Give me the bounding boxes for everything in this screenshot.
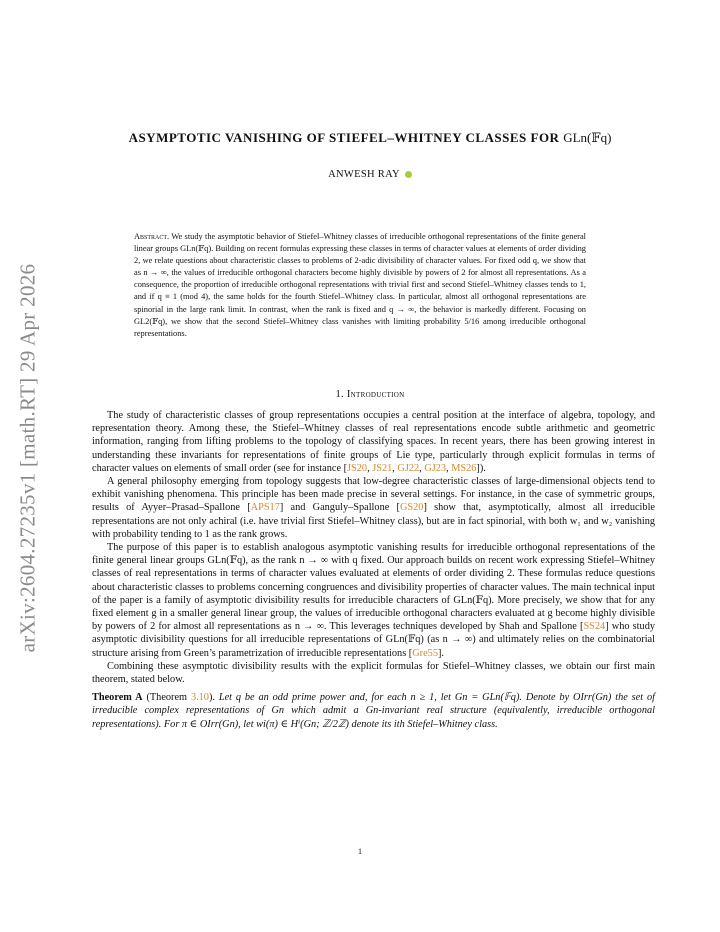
author-name: ANWESH RAY [328,169,400,180]
section-heading: 1. Introduction [335,389,405,400]
arxiv-identifier: arXiv:2604.27235v1 [math.RT] 29 Apr 2026 [15,263,40,653]
orcid-icon[interactable] [405,171,412,178]
paragraph-text: The purpose of this paper is to establish analogous asymptotic vanishing results for irreducible orthogonal representations of the finite general linear groups GLn(𝔽q), as the rank n → ∞ with q fixed. Our approach builds on recent work expressing Stiefel–Whitney classes of real representations in terms of character values evaluated at elements of order dividing 2. These formulas reduce questions about characteristic classes to problems concerning congruences and divisibility properties of character values. The main technical input of the paper is a family of asymptotic divisibility results for irreducible characters of GLn(𝔽q). More precisely, we show that for any fixed element g in a smaller general linear group, the values of irreducible orthogonal characters evaluated at g become highly divisible by powers of 2 for almost all representations as n → ∞. This leverages techniques developed by Shah and Spallone [ [92,542,655,633]
body-text [92,409,655,731]
citation-link[interactable]: GJ23 [424,462,447,474]
citation-link[interactable]: GS20 [399,502,424,514]
author-line [80,169,660,180]
theorem-a [92,691,655,731]
page-number: 1 [358,847,362,856]
paragraph-text: The study of characteristic classes of group representations occupies a central position at the interface of algebra, topology, and representation theory. Among these, the Stiefel–Whitney classes of real representations encode subtle arithmetic and geometric information, ranging from lifting problems to the topology of classifying spaces. In recent years, there has been growing interest in understanding these invariants for representations of finite groups of Lie type, particularly through explicit formulas in terms of character values on elements of small order (see for instance [ [92,410,655,474]
paragraph-1: The study of characteristic classes of group representations occupies a central position at the interface of algebra, topology, and representation theory. Among these, the Stiefel–Whitney classes of real representations encode subtle arithmetic and geometric information, ranging from lifting problems to the topology of classifying spaces. In recent years, there has been growing interest in understanding these invariants for representations of finite groups of Lie type, particularly through explicit formulas in terms of character values on elements of small order (see for instance [JS20, JS21, GJ22, GJ23, MS26]). [92,410,655,474]
citation-link[interactable]: JS21 [372,462,393,474]
paragraph-text: ] and Ganguly–Spallone [ [279,502,400,514]
paper-title [80,130,660,146]
theorem-heading: Theorem A [92,692,143,704]
theorem-statement: Let q be an odd prime power and, for each n ≥ 1, let Gn = GLn(𝔽q). Denote by OIrr(Gn) the set of irreducible complex representations of Gn which admit a Gn-invariant real structure (equivalently, irreducible orthogonal representations). For π ∈ OIrr(Gn), let wi(π) ∈ Hⁱ(Gn; ℤ/2ℤ) denote its ith Stiefel–Whitney class. [92,692,655,730]
paragraph-text: ]. [437,647,444,659]
citation-link[interactable]: SS24 [583,621,606,633]
arxiv-side-stamp [6,248,50,668]
abstract-text: We study the asymptotic behavior of Stiefel–Whitney classes of irreducible orthogonal representations of the finite general linear groups GLn(𝔽q). Building on recent formulas expressing these classes in terms of character values at elements of order dividing 2, we relate questions about characteristic classes to problems of 2-adic divisibility of character values. For fixed odd q, we show that as n → ∞, the values of irreducible orthogonal characters become highly divisible by powers of 2 for almost all representations. As a consequence, the proportion of irreducible orthogonal representations with trivial first and second Stiefel–Whitney classes tends to 1, and if q ≡ 1 (mod 4), the same holds for the fourth Stiefel–Whitney class. In particular, almost all orthogonal representations are spinorial in the large rank limit. In contrast, when the rank is fixed and q → ∞, the behavior is markedly different. Focusing on GL2(𝔽q), we show that the second Stiefel–Whitney class vanishes with limiting probability 5/16 among irreducible orthogonal representations. [134,232,586,338]
title-math: GLn(𝔽q) [563,130,612,145]
citation-link[interactable]: JS20 [347,462,368,474]
paragraph-4: Combining these asymptotic divisibility results with the explicit formulas for Stiefel–Whitney classes, we obtain our first main theorem, stated below. [92,660,655,686]
paragraph-3 [92,541,655,660]
title-text: ASYMPTOTIC VANISHING OF STIEFEL–WHITNEY CLASSES FOR [128,130,564,145]
theorem-ref-link[interactable]: 3.10 [190,692,209,704]
paragraph-text: ] show that, asymptotically, almost all irreducible representations are not only achiral (i.e. have trivial first Stiefel–Whitney class), but are in fact spinorial, with both w₁ and w₂ vanishing with probability tending to 1 as the rank grows. [92,502,655,540]
citation-link[interactable]: MS26 [451,462,477,474]
abstract [134,231,586,340]
citation-link[interactable]: GJ22 [397,462,420,474]
paragraph-text: A general philosophy emerging from topology suggests that low-degree characteristic classes of large-dimensional objects tend to exhibit vanishing phenomena. This principle has been made precise in several settings. For instance, in the case of symmetric groups, results of Ayyer–Prasad–Spallone [ [92,476,655,514]
citation-link[interactable]: APS17 [250,502,280,514]
paragraph-2 [92,475,655,541]
abstract-label: Abstract. [134,232,170,241]
paragraph-text: ] who study asymptotic divisibility questions for all irreducible representations of GLn(𝔽q) (as n → ∞) and ultimately relies on the combinatorial structure arising from Green’s parametrization of irreducible representations [ [92,621,655,659]
theorem-ref-text: ). [208,692,219,704]
paragraph-text: ]). [476,462,486,474]
theorem-ref-text: (Theorem [142,692,191,704]
citation-link[interactable]: Gre55 [412,647,438,659]
